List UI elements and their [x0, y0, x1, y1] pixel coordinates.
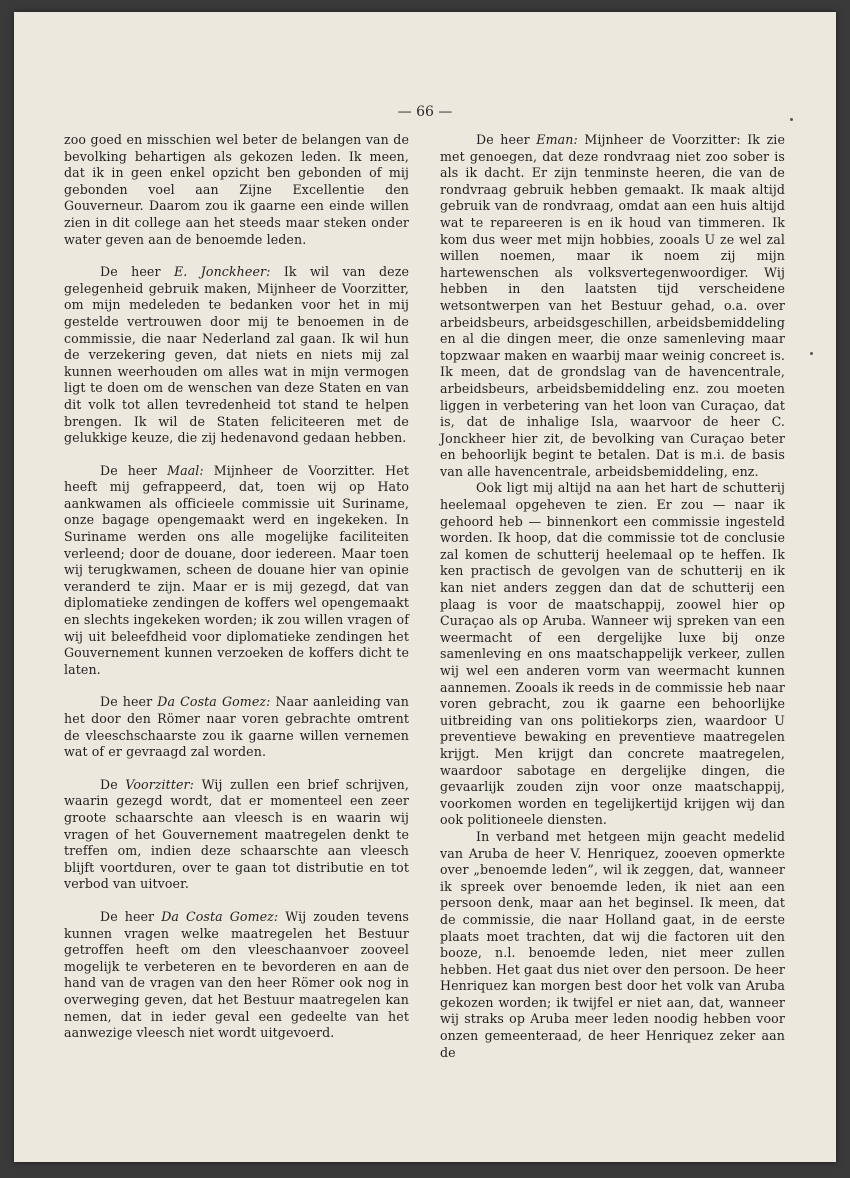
paragraph-text: Naar aanleiding van het door den Römer naar voren gebrachte omtrent de vleeschschaarste zou ik gaarne willen vernemen wat of er gevraagd zal worden. [64, 694, 409, 760]
paragraph [440, 829, 785, 1061]
paragraph-text: Wij zullen een brief schrijven, waarin gezegd wordt, dat er momenteel een zeer groote schaarschte aan vleesch is en waarin wij vragen of het Gouvernement maatregelen denkt te treffen om, indien deze schaarschte aan vleesch blijft voortduren, over te gaan tot distributie en tot verbod van uitvoer. [64, 776, 409, 892]
paragraph [440, 480, 785, 828]
paragraph: De heer E. Jonckheer: Ik wil van deze gelegenheid gebruik maken, Mijnheer de Voorzitter, om mijn medeleden te bedanken voor het in mij gestelde vertrouwen door mij te benoemen in de commissie, die naar Nederland zal gaan. Ik wil hun de verzekering geven, dat niets en niets mij zal kunnen weerhouden om alles wat in mijn vermogen ligt te doen om de wenschen van deze Staten en van dit volk tot allen tevredenheid tot stand te helpen brengen. Ik wil de Staten feliciteeren met de gelukkige keuze, die zij hedenavond gedaan hebben. [64, 264, 409, 446]
paragraph: De heer Da Costa Gomez: Wij zouden tevens kunnen vragen welke maatregelen het Bestuur getroffen heeft om den vleeschaanvoer zooveel mogelijk te verbeteren en te bevorderen en aan de hand van de vragen van den heer Römer ook nog in overweging geven, dat het Bestuur maatregelen kan nemen, dat in ieder geval een gedeelte van het aanwezige vleesch niet wordt uitgevoerd. [64, 908, 409, 1041]
speaker-name: Da Costa Gomez: [161, 908, 279, 924]
speaker-name: Da Costa Gomez: [157, 694, 271, 710]
speck-mark [810, 352, 813, 355]
speaker-name: Maal: [167, 462, 204, 478]
paragraph: De Voorzitter: Wij zullen een brief schrijven, waarin gezegd wordt, dat er momenteel een zeer groote schaarschte aan vleesch is en waarin wij vragen of het Gouvernement maatregelen denkt te treffen om, indien deze schaarschte aan vleesch blijft voortduren, over te gaan tot distributie en tot verbod van uitvoer. [64, 776, 409, 892]
document-page [14, 12, 836, 1162]
paragraph: De heer Da Costa Gomez: Naar aanleiding van het door den Römer naar voren gebrachte omtrent de vleeschschaarste zou ik gaarne willen vernemen wat of er gevraagd zal worden. [64, 694, 409, 760]
paragraph [64, 132, 409, 248]
paragraph: De heer Maal: Mijnheer de Voorzitter. Het heeft mij gefrappeerd, dat, toen wij op Hato aankwamen als officieele commissie uit Suriname, onze bagage opengemaakt werd en ingekeken. In Suriname werden ons alle mogelijke faciliteiten verleend; door de douane, door iedereen. Maar toen wij terugkwamen, scheen de douane hier van opinie veranderd te zijn. Maar er is mij gezegd, dat van diplomatieke zendingen de koffers wel opengemaakt en slechts ingekeken worden; ik zou willen vragen of wij uit beleefdheid voor diplomatieke zendingen het Gouvernement kunnen verzoeken de koffers dicht te laten. [64, 462, 409, 677]
paragraph: De heer Eman: Mijnheer de Voorzitter: Ik zie met genoegen, dat deze rondvraag niet zoo sober is als ik dacht. Er zijn tenminste heeren, die van de rondvraag gebruik hebben gemaakt. Ik maak altijd gebruik van de rondvraag, omdat aan een huis altijd wat te repareeren is en ik houd van timmeren. Ik kom dus weer met mijn hobbies, zooals U ze wel zal willen noemen, maar ik noem zij mijn hartewenschen als volksvertegenwoordiger. Wij hebben in den laatsten tijd verscheidene wetsontwerpen van het Bestuur gehad, o.a. over arbeidsbeurs, arbeidsgeschillen, arbeidsbemiddeling en al die dingen meer, die onze samenleving maar topzwaar maken en waarbij maar weinig concreet is. Ik meen, dat de grondslag van de havencentrale, arbeidsbeurs, arbeidsbemiddeling enz. zou moeten liggen in verbetering van het loon van Curaçao, dat is, dat de inhalige Isla, waarvoor de heer C. Jonckheer hier zit, de bevolking van Curaçao beter en behoorlijk begint te betalen. Dat is m.i. de basis van alle havencentrale, arbeidsbemiddeling, enz. [440, 132, 785, 479]
paragraph-text: In verband met hetgeen mijn geacht medelid van Aruba de heer V. Henriquez, zooeven opmerkte over „benoemde leden”, wil ik zeggen, dat, wanneer ik spreek over benoemde leden, ik niet aan een persoon denk, maar aan het beginsel. Ik meen, dat de commissie, die naar Holland gaat, in de eerste plaats moet trachten, dat wij die factoren uit den booze, n.l. benoemde leden, niet meer zullen hebben. Het gaat dus niet over den persoon. De heer Henriquez kan morgen best door het volk van Aruba gekozen worden; ik twijfel er niet aan, dat, wanneer wij straks op Aruba meer leden noodig hebben voor onzen gemeenteraad, de heer Henriquez zeker aan de [440, 828, 785, 1060]
left-column [64, 132, 409, 1042]
speck-mark [790, 118, 793, 121]
speaker-name: Voorzitter: [125, 776, 195, 792]
paragraph-text: zoo goed en misschien wel beter de belangen van de bevolking behartigen als gekozen leden. Ik meen, dat ik in geen enkel opzicht ben gebonden of mij gebonden voel aan Zijne Excellentie den Gouverneur. Daarom zou ik gaarne een einde willen zien in dit college aan het steeds maar steken onder water geven aan de benoemde leden. [64, 132, 409, 247]
right-column [440, 132, 785, 1061]
speaker-name: Eman: [536, 132, 578, 147]
paragraph-text: Mijnheer de Voorzitter: Ik zie met genoegen, dat deze rondvraag niet zoo sober is als ik dacht. Er zijn tenminste heeren, die van de rondvraag gebruik hebben gemaakt. Ik maak altijd gebruik van de rondvraag, omdat aan een huis altijd wat te repareeren is en ik houd van timmeren. Ik kom dus weer met mijn hobbies, zooals U ze wel zal willen noemen, maar ik noem zij mijn hartewenschen als volksvertegenwoordiger. Wij hebben in den laatsten tijd verscheidene wetsontwerpen van het Bestuur gehad, o.a. over arbeidsbeurs, arbeidsgeschillen, arbeidsbemiddeling en al die dingen meer, die onze samenleving maar topzwaar maken en waarbij maar weinig concreet is. Ik meen, dat de grondslag van de havencentrale, arbeidsbeurs, arbeidsbemiddeling enz. zou moeten liggen in verbetering van het loon van Curaçao, dat is, dat de inhalige Isla, waarvoor de heer C. Jonckheer hier zit, de bevolking van Curaçao beter en behoorlijk begint te betalen. Dat is m.i. de basis van alle havencentrale, arbeidsbemiddeling, enz. [440, 132, 785, 479]
paragraph-text: Ook ligt mij altijd na aan het hart de schutterij heelemaal opgeheven te zien. Er zou — naar ik gehoord heb — binnenkort een commissie ingesteld worden. Ik hoop, dat die commissie tot de conclusie zal komen de schutterij heelemaal op te heffen. Ik ken practisch de gevolgen van de schutterij en ik kan niet anders zeggen dan dat de schutterij een plaag is voor de maatschappij, zoowel hier op Curaçao als op Aruba. Wanneer wij spreken van een weermacht of een dergelijke luxe bij onze samenleving en ons maatschappelijk verkeer, zullen wij wel een anderen vorm van weermacht kunnen aannemen. Zooals ik reeds in de commissie heb naar voren gebracht, zou ik gaarne een behoorlijke uitbreiding van ons politiekorps zien, waardoor U preventieve bewaking en preventieve maatregelen krijgt. Men krijgt dan concrete maatregelen, waardoor sabotage en dergelijke dingen, die gevaarlijk zouden zijn voor onze maatschappij, voorkomen worden en tegelijkertijd krijgen wij dan ook politioneele diensten. [440, 480, 785, 828]
paragraph-text: Ik wil van deze gelegenheid gebruik maken, Mijnheer de Voorzitter, om mijn medeleden te bedanken voor het in mij gestelde vertrouwen door mij te benoemen in de commissie, die naar Nederland zal gaan. Ik wil hun de verzekering geven, dat niets en niets mij zal kunnen weerhouden om alles wat in mijn vermogen ligt te doen om de wenschen van deze Staten en van dit volk tot allen tevredenheid tot stand te helpen brengen. Ik wil de Staten feliciteeren met de gelukkige keuze, die zij hedenavond gedaan hebben. [64, 264, 409, 446]
page-number: — 66 — [397, 104, 453, 120]
paragraph-text: Wij zouden tevens kunnen vragen welke maatregelen het Bestuur getroffen heeft om den vleeschaanvoer zooveel mogelijk te verbeteren en te bevorderen en aan de hand van de vragen van den heer Römer ook nog in overweging geven, dat het Bestuur maatregelen kan nemen, dat in ieder geval een gedeelte van het aanwezige vleesch niet wordt uitgevoerd. [64, 908, 409, 1041]
speaker-name: E. Jonckheer: [173, 264, 271, 280]
paragraph-text: Mijnheer de Voorzitter. Het heeft mij gefrappeerd, dat, toen wij op Hato aankwamen als officieele commissie uit Suriname, onze bagage opengemaakt werd en ingekeken. In Suriname werden ons alle mogelijke faciliteiten verleend; door de douane, door iedereen. Maar toen wij terugkwamen, scheen de douane hier van opinie veranderd te zijn. Maar er is mij gezegd, dat van diplomatieke zendingen de koffers wel opengemaakt en slechts ingekeken worden; ik zou willen vragen of wij uit beleefdheid voor diplomatieke zendingen het Gouvernement kunnen verzoeken de koffers dicht te laten. [64, 462, 409, 677]
